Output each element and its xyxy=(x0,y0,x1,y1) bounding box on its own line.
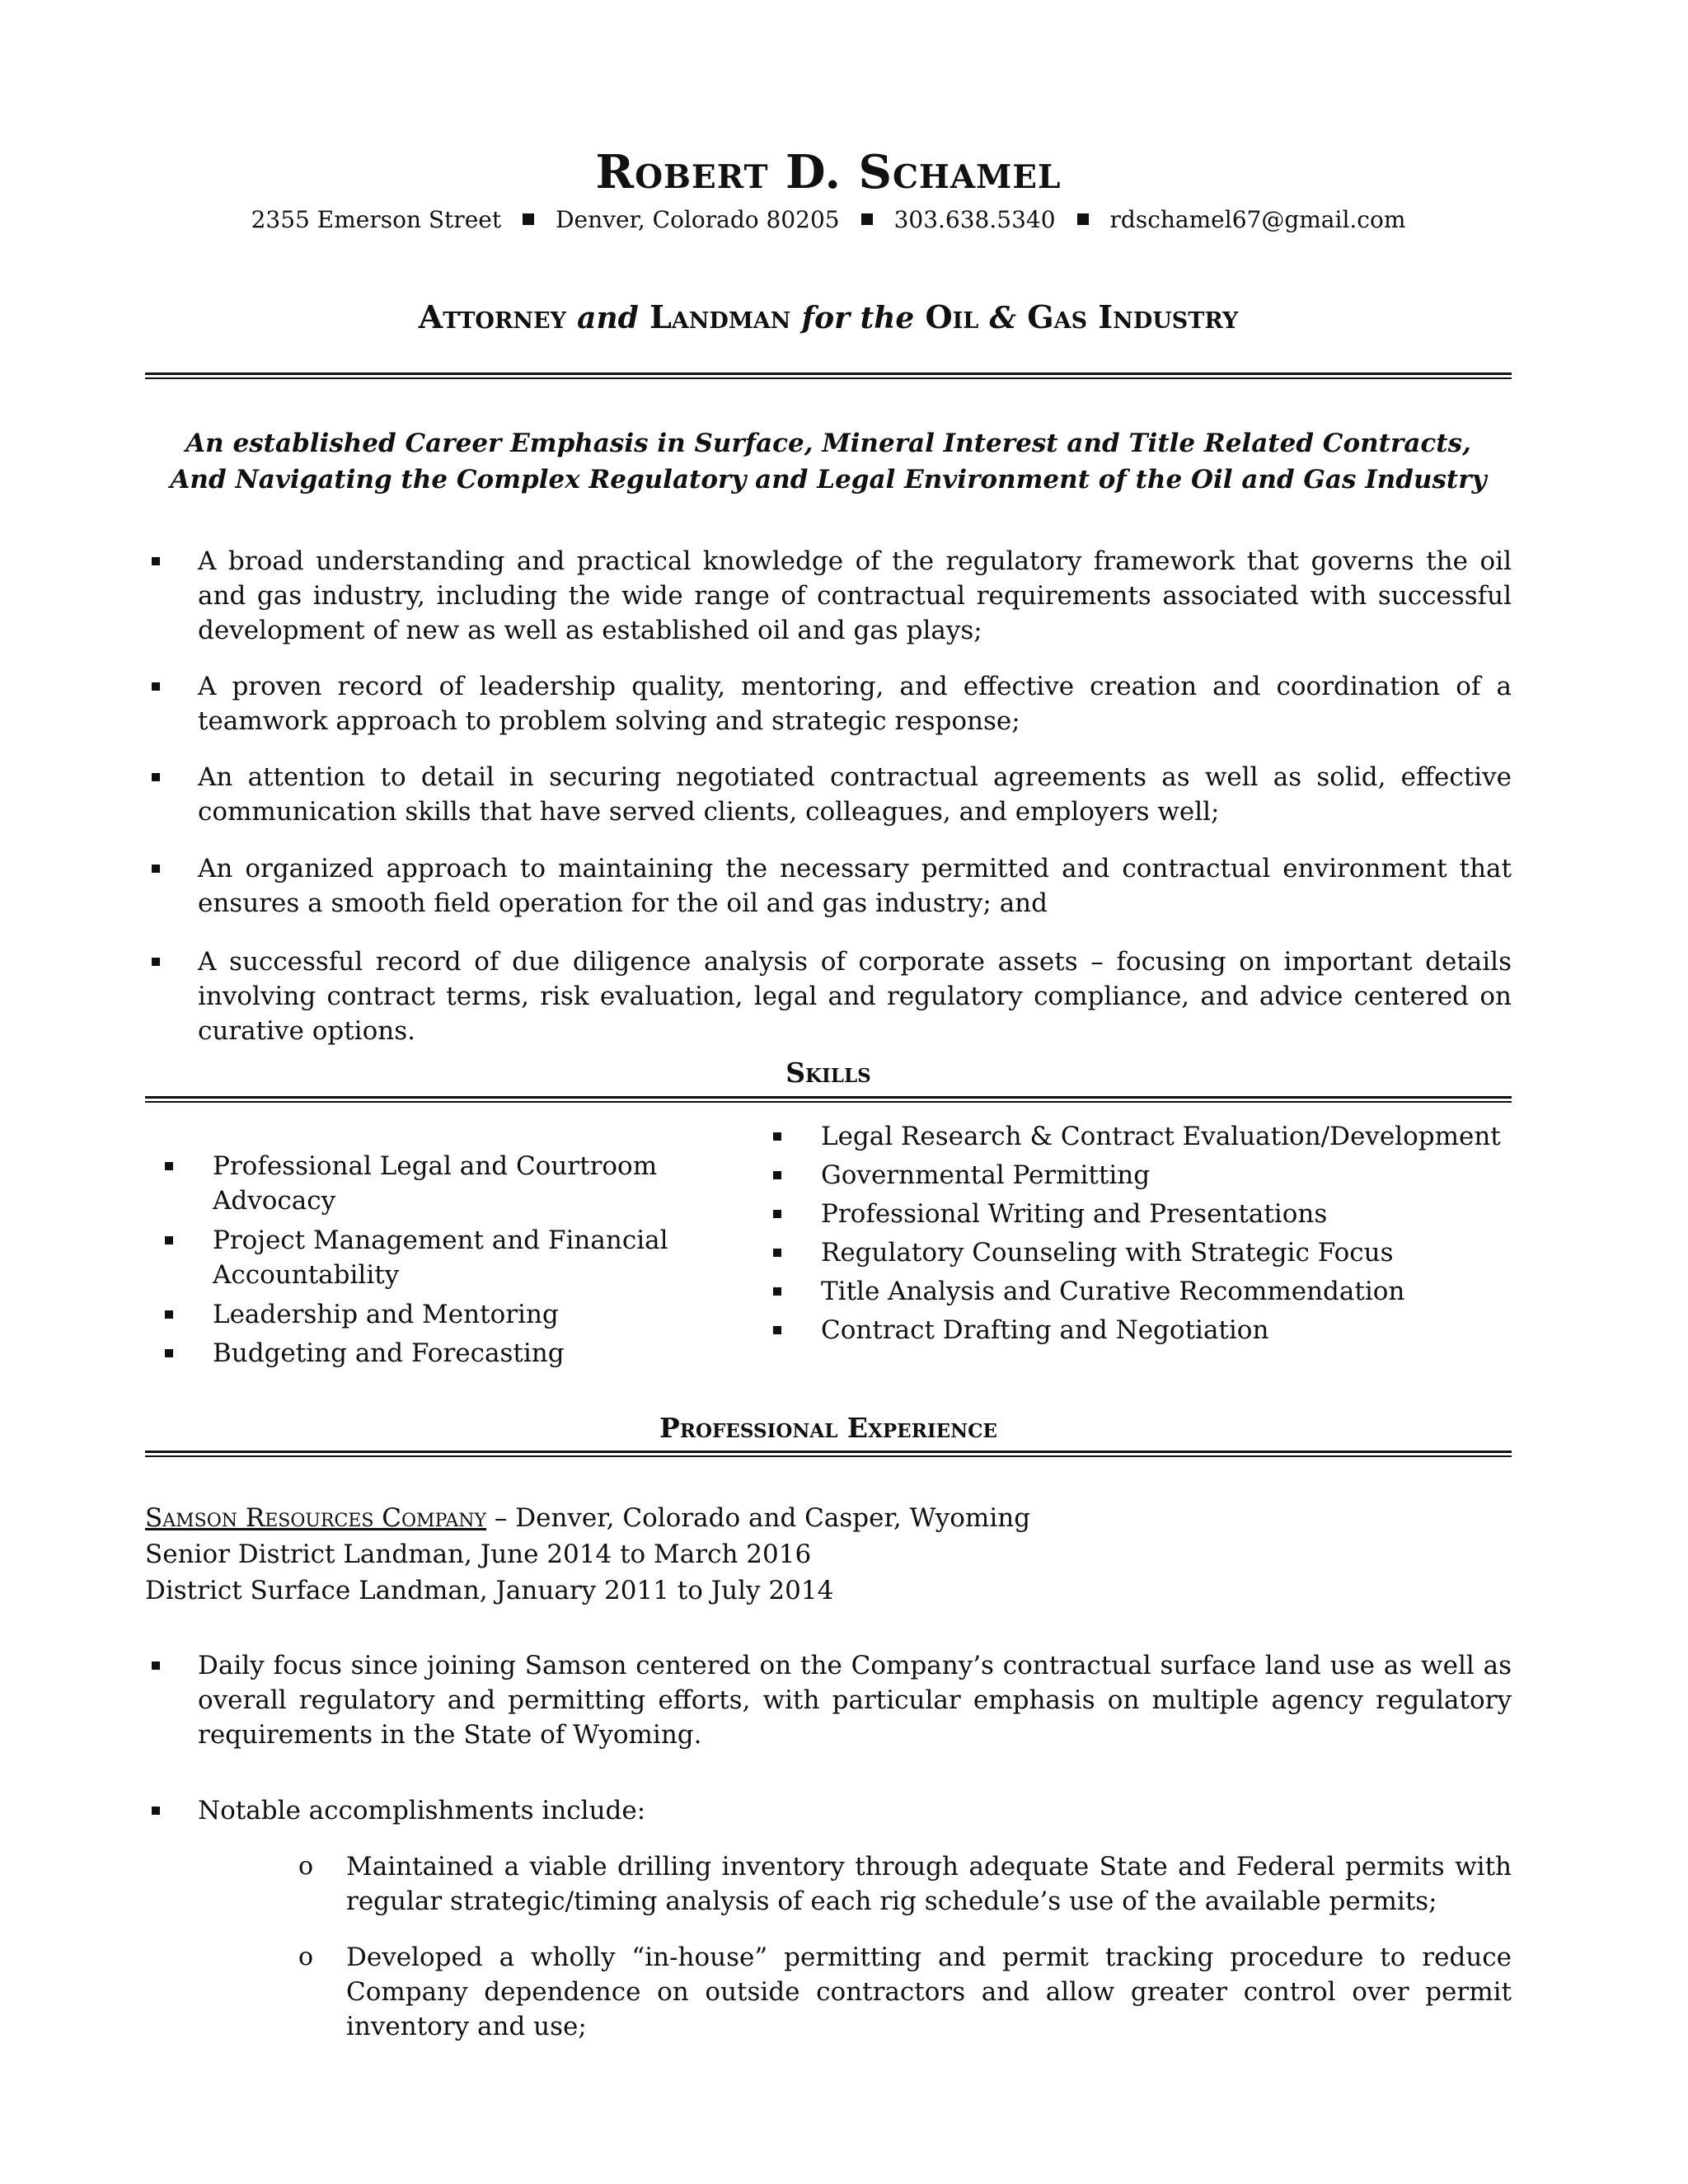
list-item xyxy=(198,1793,1512,1828)
bullet-square-icon xyxy=(773,1287,781,1296)
header-divider xyxy=(145,373,1512,380)
list-item-text: An organized approach to maintaining the necessary permitted and contractual environment that ensures a smooth field operation for the oil and gas industry; and xyxy=(198,854,1512,918)
headline-part: for the xyxy=(801,301,915,335)
list-item-text: Maintained a viable drilling inventory through adequate State and Federal permits with regular strategic/timing analysis of each rig schedule’s use of the available permits; xyxy=(346,1852,1512,1916)
headline-part: Attorney xyxy=(418,298,566,335)
skill-text: Budgeting and Forecasting xyxy=(213,1338,565,1368)
contact-street: 2355 Emerson Street xyxy=(251,206,502,233)
bullet-square-icon xyxy=(152,773,160,781)
headline-part: Landman xyxy=(649,298,791,335)
skill-text: Leadership and Mentoring xyxy=(213,1300,559,1329)
bullet-square-icon xyxy=(165,1162,173,1170)
bullet-square-icon xyxy=(773,1132,781,1141)
skill-text: Regulatory Counseling with Strategic Focus xyxy=(821,1238,1394,1268)
list-item xyxy=(198,669,1512,738)
bullet-square-icon xyxy=(152,1807,160,1815)
skill-text: Title Analysis and Curative Recommendation xyxy=(821,1277,1405,1306)
contact-email[interactable]: rdschamel67@gmail.com xyxy=(1109,206,1406,233)
headline-part: and xyxy=(577,301,639,335)
experience-divider xyxy=(145,1451,1512,1458)
role-line-1: Senior District Landman, June 2014 to March 2016 xyxy=(145,1540,812,1569)
company-name: Samson Resources Company xyxy=(145,1503,487,1533)
bullet-circle-icon: o xyxy=(298,1852,314,1881)
skills-right-list xyxy=(770,1119,1512,1347)
bullet-square-icon xyxy=(165,1349,173,1357)
bullet-square-icon xyxy=(773,1326,781,1334)
list-item xyxy=(162,1336,722,1371)
list-item xyxy=(770,1235,1512,1270)
bullet-square-icon xyxy=(152,865,160,873)
headline-part: Gas Industry xyxy=(1027,298,1239,335)
list-item-text: A broad understanding and practical knowledge of the regulatory framework that governs the oil and gas industry, including the wide range of contractual requirements associated with successful development of new as well as established oil and gas plays; xyxy=(198,546,1512,645)
experience-heading: Professional Experience xyxy=(659,1412,997,1444)
list-item-text: Daily focus since joining Samson centered on the Company’s contractual surface land use as well as overall regulatory and permitting efforts, with particular emphasis on multiple agency regulatory requirements in the State of Wyoming. xyxy=(198,1651,1512,1750)
bullet-square-icon xyxy=(152,958,160,966)
bullet-square-icon xyxy=(773,1210,781,1218)
list-item xyxy=(198,544,1512,648)
separator-square-icon xyxy=(861,213,873,225)
list-item xyxy=(162,1223,722,1292)
bullet-square-icon xyxy=(152,557,160,565)
list-item-text: A successful record of due diligence analysis of corporate assets – focusing on important details involving contract terms, risk evaluation, legal and regulatory compliance, and advice centered on curative options. xyxy=(198,947,1512,1046)
skill-text: Legal Research & Contract Evaluation/Development xyxy=(821,1122,1501,1151)
list-item xyxy=(770,1119,1512,1154)
list-item xyxy=(298,1940,1512,2044)
skill-text: Project Management and Financial Accountability xyxy=(213,1226,668,1290)
list-item xyxy=(198,851,1512,921)
tagline-line-1: An established Career Emphasis in Surface, Mineral Interest and Title Related Contracts, xyxy=(185,429,1471,458)
bullet-square-icon xyxy=(773,1171,781,1179)
skill-text: Contract Drafting and Negotiation xyxy=(821,1315,1269,1345)
professional-headline xyxy=(145,298,1512,335)
contact-phone: 303.638.5340 xyxy=(893,206,1056,233)
separator-square-icon xyxy=(1077,213,1089,225)
list-item xyxy=(162,1149,722,1218)
list-item xyxy=(198,1648,1512,1752)
candidate-name: Robert D. Schamel xyxy=(595,145,1062,199)
list-item xyxy=(770,1274,1512,1309)
headline-part: & xyxy=(989,301,1016,335)
list-item xyxy=(770,1313,1512,1347)
list-item xyxy=(770,1158,1512,1193)
contact-city: Denver, Colorado 80205 xyxy=(556,206,840,233)
list-item xyxy=(198,944,1512,1048)
list-item xyxy=(298,1849,1512,1919)
company-line xyxy=(145,1500,1512,1536)
skills-divider xyxy=(145,1096,1512,1104)
skills-left-list xyxy=(162,1149,722,1371)
contact-line xyxy=(145,206,1512,233)
bullet-square-icon xyxy=(165,1236,173,1244)
list-item xyxy=(162,1297,722,1332)
list-item-text: A proven record of leadership quality, mentoring, and effective creation and coordination of a teamwork approach to problem solving and strategic response; xyxy=(198,672,1512,736)
skills-heading: Skills xyxy=(785,1057,871,1089)
bullet-square-icon xyxy=(152,682,160,691)
skill-text: Governmental Permitting xyxy=(821,1160,1151,1190)
separator-square-icon xyxy=(523,213,534,225)
headline-part: Oil xyxy=(925,298,979,335)
list-item-text: An attention to detail in securing negotiated contractual agreements as well as solid, effective communication skills that have served clients, colleagues, and employers well; xyxy=(198,762,1512,827)
company-location: – Denver, Colorado and Casper, Wyoming xyxy=(486,1503,1031,1533)
list-item xyxy=(770,1197,1512,1231)
bullet-square-icon xyxy=(152,1661,160,1670)
list-item xyxy=(198,760,1512,829)
job-header xyxy=(145,1500,1512,1609)
bullet-square-icon xyxy=(773,1249,781,1257)
list-item-text: Developed a wholly “in-house” permitting and permit tracking procedure to reduce Company dependence on outside contractors and allow greater control over permit inventory and use; xyxy=(346,1943,1512,2041)
bullet-circle-icon: o xyxy=(298,1943,314,1971)
tagline-line-2: And Navigating the Complex Regulatory and Legal Environment of the Oil and Gas Industry xyxy=(170,465,1487,494)
skill-text: Professional Legal and Courtroom Advocacy xyxy=(213,1151,658,1216)
skill-text: Professional Writing and Presentations xyxy=(821,1199,1328,1229)
bullet-square-icon xyxy=(165,1310,173,1319)
list-item-text: Notable accomplishments include: xyxy=(198,1796,646,1825)
role-line-2: District Surface Landman, January 2011 to July 2014 xyxy=(145,1576,834,1605)
summary-tagline xyxy=(145,425,1512,498)
